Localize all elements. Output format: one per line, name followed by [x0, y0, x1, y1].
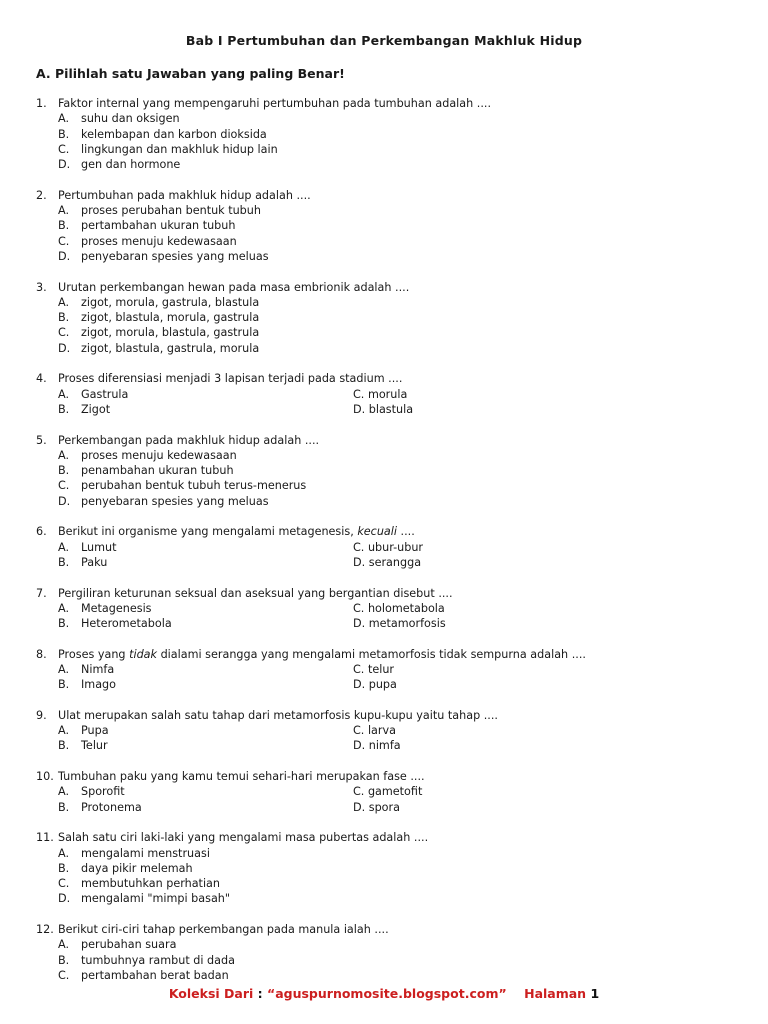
question-list	[36, 96, 736, 999]
option-row	[36, 295, 736, 310]
question-item	[36, 647, 736, 693]
option-row	[36, 616, 736, 631]
question-text	[58, 647, 586, 662]
option-row	[36, 784, 736, 799]
option-item	[353, 616, 446, 631]
question-text-part: Tumbuhan paku yang kamu temui sehari-hari merupakan fase ....	[58, 770, 425, 784]
option-text: Metagenesis	[81, 601, 152, 615]
option-letter: B.	[58, 555, 70, 569]
option-item	[353, 402, 413, 417]
option-row	[36, 555, 736, 570]
option-row	[36, 723, 736, 738]
option-letter: D.	[353, 800, 366, 814]
option-row	[36, 540, 736, 555]
question-stem	[36, 586, 736, 601]
option-row	[36, 953, 736, 968]
question-text	[58, 922, 389, 937]
question-text-part: Ulat merupakan salah satu tahap dari metamorfosis kupu-kupu yaitu tahap ....	[58, 708, 498, 722]
option-row	[36, 402, 736, 417]
question-stem	[36, 188, 736, 203]
question-stem	[36, 708, 736, 723]
option-letter: B.	[58, 678, 70, 692]
option-text: larva	[367, 724, 396, 738]
option-row	[36, 341, 736, 356]
option-row	[36, 203, 736, 218]
option-letter: B.	[58, 311, 70, 325]
option-row	[36, 738, 736, 753]
option-list	[36, 540, 736, 571]
option-text: lingkungan dan makhluk hidup lain	[81, 142, 278, 156]
option-list	[36, 601, 736, 632]
question-number: 6.	[36, 525, 47, 539]
option-letter: C.	[58, 142, 70, 156]
option-letter: B.	[58, 953, 70, 967]
option-text: perubahan suara	[81, 938, 177, 952]
question-stem	[36, 922, 736, 937]
option-text: Sporofit	[81, 785, 125, 799]
option-item	[353, 738, 401, 753]
option-letter: A.	[58, 724, 70, 738]
option-letter: C.	[353, 601, 365, 615]
option-text: metamorfosis	[368, 617, 446, 631]
option-item	[353, 662, 394, 677]
question-text	[58, 433, 319, 448]
option-text: penambahan ukuran tubuh	[81, 464, 234, 478]
option-text: pertambahan berat badan	[81, 968, 229, 982]
question-text-part: Berikut ini organisme yang mengalami metagenesis,	[58, 525, 358, 539]
option-text: pupa	[368, 678, 397, 692]
option-letter: B.	[58, 617, 70, 631]
option-text: mengalami "mimpi basah"	[81, 892, 231, 906]
option-row	[36, 157, 736, 172]
option-letter: B.	[58, 800, 70, 814]
option-letter: D.	[353, 739, 366, 753]
option-letter: A.	[58, 204, 70, 218]
option-row	[36, 387, 736, 402]
question-stem	[36, 830, 736, 845]
option-text: nimfa	[368, 739, 401, 753]
option-letter: C.	[353, 785, 365, 799]
question-emphasis: tidak	[129, 647, 158, 661]
option-item	[353, 723, 396, 738]
option-text: proses menuju kedewasaan	[81, 448, 237, 462]
option-letter: A.	[58, 662, 70, 676]
option-letter: D.	[58, 158, 71, 172]
option-text: zigot, morula, blastula, gastrula	[81, 326, 260, 340]
option-text: gen dan hormone	[81, 158, 181, 172]
question-stem	[36, 647, 736, 662]
option-letter: D.	[58, 892, 71, 906]
option-letter: A.	[58, 540, 70, 554]
option-row	[36, 876, 736, 891]
page-footer	[0, 986, 768, 1001]
option-item	[353, 784, 422, 799]
question-number: 7.	[36, 586, 47, 600]
option-text: membutuhkan perhatian	[81, 877, 220, 891]
question-text-part: Berikut ciri-ciri tahap perkembangan pada manula ialah ....	[58, 923, 389, 937]
option-text: penyebaran spesies yang meluas	[81, 494, 269, 508]
footer-page-number: 1	[590, 986, 600, 1001]
option-list	[36, 295, 736, 356]
question-text-part: Faktor internal yang mempengaruhi pertumbuhan pada tumbuhan adalah ....	[58, 97, 492, 110]
option-letter: D.	[353, 617, 366, 631]
option-letter: B.	[58, 861, 70, 875]
page-title: Bab I Pertumbuhan dan Perkembangan Makhluk Hidup	[185, 33, 583, 48]
option-text: zigot, morula, gastrula, blastula	[81, 295, 260, 309]
question-text	[58, 188, 311, 203]
option-row	[36, 111, 736, 126]
option-text: Paku	[81, 555, 108, 569]
question-text-part: Urutan perkembangan hewan pada masa embrionik adalah ....	[58, 280, 410, 294]
option-row	[36, 601, 736, 616]
option-text: ubur-ubur	[367, 540, 424, 554]
option-letter: D.	[353, 678, 366, 692]
option-text: blastula	[368, 402, 414, 416]
question-text	[58, 280, 409, 295]
footer-label: Koleksi Dari	[168, 986, 254, 1001]
question-item	[36, 433, 736, 509]
question-number: 10.	[36, 770, 54, 784]
option-text: telur	[367, 662, 395, 676]
option-list	[36, 387, 736, 418]
option-text: zigot, blastula, gastrula, morula	[81, 341, 260, 355]
question-item	[36, 830, 736, 906]
question-stem	[36, 524, 736, 539]
question-number: 5.	[36, 433, 47, 447]
option-text: Lumut	[81, 540, 117, 554]
option-row	[36, 494, 736, 509]
option-row	[36, 968, 736, 983]
footer-source: “aguspurnomosite.blogspot.com”	[267, 986, 507, 1001]
option-text: proses menuju kedewasaan	[81, 234, 237, 248]
option-item	[353, 800, 400, 815]
question-text-part: Salah satu ciri laki-laki yang mengalami masa pubertas adalah ....	[58, 831, 429, 845]
option-text: Protonema	[81, 800, 142, 814]
question-stem	[36, 96, 736, 111]
option-item	[353, 555, 421, 570]
question-number: 12.	[36, 923, 54, 937]
option-list	[36, 784, 736, 815]
question-text	[58, 769, 425, 784]
option-text: holometabola	[367, 601, 445, 615]
question-item	[36, 280, 736, 356]
question-text-part: Proses diferensiasi menjadi 3 lapisan terjadi pada stadium ....	[58, 372, 403, 386]
option-text: Telur	[81, 739, 108, 753]
option-list	[36, 448, 736, 509]
option-row	[36, 234, 736, 249]
option-letter: A.	[58, 112, 70, 126]
option-text: zigot, blastula, morula, gastrula	[81, 311, 260, 325]
option-letter: A.	[58, 938, 70, 952]
option-letter: C.	[353, 724, 365, 738]
option-letter: D.	[353, 555, 366, 569]
question-text-part: Perkembangan pada makhluk hidup adalah ....	[58, 433, 320, 447]
option-letter: C.	[58, 479, 70, 493]
option-text: proses perubahan bentuk tubuh	[81, 204, 261, 218]
option-row	[36, 800, 736, 815]
option-text: gametofit	[367, 785, 423, 799]
option-text: serangga	[368, 555, 422, 569]
option-letter: C.	[58, 326, 70, 340]
option-text: pertambahan ukuran tubuh	[81, 219, 236, 233]
option-list	[36, 937, 736, 983]
question-stem	[36, 769, 736, 784]
option-row	[36, 127, 736, 142]
option-list	[36, 846, 736, 907]
question-number: 3.	[36, 280, 47, 294]
option-letter: C.	[58, 968, 70, 982]
question-number: 11.	[36, 831, 54, 845]
question-text-part: Proses yang	[58, 647, 130, 661]
option-text: mengalami menstruasi	[81, 846, 210, 860]
question-text-part: dialami serangga yang mengalami metamorfosis tidak sempurna adalah ....	[157, 647, 586, 661]
option-text: spora	[368, 800, 400, 814]
option-letter: D.	[58, 341, 71, 355]
option-row	[36, 846, 736, 861]
option-text: perubahan bentuk tubuh terus-menerus	[81, 479, 307, 493]
option-list	[36, 203, 736, 264]
option-letter: D.	[58, 249, 71, 263]
option-list	[36, 723, 736, 754]
question-text	[58, 586, 453, 601]
option-text: Nimfa	[81, 662, 115, 676]
option-letter: C.	[353, 387, 365, 401]
question-text-part: Pergiliran keturunan seksual dan aseksual yang bergantian disebut ....	[58, 586, 453, 600]
question-text	[58, 524, 415, 539]
option-letter: A.	[58, 448, 70, 462]
question-item	[36, 96, 736, 172]
option-row	[36, 861, 736, 876]
question-stem	[36, 433, 736, 448]
question-text	[58, 708, 498, 723]
question-item	[36, 371, 736, 417]
question-text	[58, 96, 491, 111]
option-letter: D.	[58, 494, 71, 508]
question-text-part: ....	[397, 525, 415, 539]
question-emphasis: kecuali	[357, 525, 397, 539]
question-text	[58, 371, 402, 386]
option-text: penyebaran spesies yang meluas	[81, 249, 269, 263]
question-number: 2.	[36, 188, 47, 202]
option-row	[36, 677, 736, 692]
option-text: tumbuhnya rambut di dada	[81, 953, 235, 967]
option-row	[36, 463, 736, 478]
question-number: 9.	[36, 708, 47, 722]
option-text: kelembapan dan karbon dioksida	[81, 127, 267, 141]
option-letter: A.	[58, 601, 70, 615]
option-row	[36, 218, 736, 233]
question-stem	[36, 280, 736, 295]
option-row	[36, 448, 736, 463]
option-text: Pupa	[81, 724, 109, 738]
question-item	[36, 188, 736, 264]
question-text-part: Pertumbuhan pada makhluk hidup adalah ....	[58, 188, 311, 202]
question-text	[58, 830, 428, 845]
section-heading: A. Pilihlah satu Jawaban yang paling Benar!	[36, 66, 345, 81]
option-letter: B.	[58, 402, 70, 416]
question-stem	[36, 371, 736, 386]
option-letter: C.	[58, 234, 70, 248]
question-item	[36, 708, 736, 754]
option-letter: C.	[353, 540, 365, 554]
option-letter: B.	[58, 739, 70, 753]
question-number: 1.	[36, 97, 47, 110]
option-row	[36, 142, 736, 157]
option-item	[353, 677, 397, 692]
question-item	[36, 586, 736, 632]
option-text: Heterometabola	[81, 617, 172, 631]
option-row	[36, 478, 736, 493]
option-text: daya pikir melemah	[81, 861, 193, 875]
option-letter: C.	[58, 877, 70, 891]
footer-separator: :	[253, 986, 267, 1001]
option-row	[36, 662, 736, 677]
option-letter: B.	[58, 219, 70, 233]
question-item	[36, 524, 736, 570]
option-letter: B.	[58, 127, 70, 141]
option-letter: A.	[58, 785, 70, 799]
question-item	[36, 769, 736, 815]
option-row	[36, 891, 736, 906]
option-letter: B.	[58, 464, 70, 478]
option-item	[353, 387, 407, 402]
option-row	[36, 310, 736, 325]
option-list	[36, 662, 736, 693]
option-text: Imago	[81, 678, 116, 692]
option-item	[353, 601, 445, 616]
option-list	[36, 111, 736, 172]
option-text: Gastrula	[81, 387, 129, 401]
option-letter: A.	[58, 295, 70, 309]
option-letter: C.	[353, 662, 365, 676]
option-letter: D.	[353, 402, 366, 416]
option-letter: A.	[58, 846, 70, 860]
option-text: Zigot	[81, 402, 111, 416]
option-row	[36, 937, 736, 952]
option-text: morula	[367, 387, 408, 401]
option-letter: A.	[58, 387, 70, 401]
question-number: 8.	[36, 647, 47, 661]
question-number: 4.	[36, 372, 47, 386]
option-row	[36, 325, 736, 340]
option-text: suhu dan oksigen	[81, 112, 180, 126]
option-item	[353, 540, 423, 555]
footer-page-label: Halaman	[524, 986, 587, 1001]
question-item	[36, 922, 736, 983]
option-row	[36, 249, 736, 264]
